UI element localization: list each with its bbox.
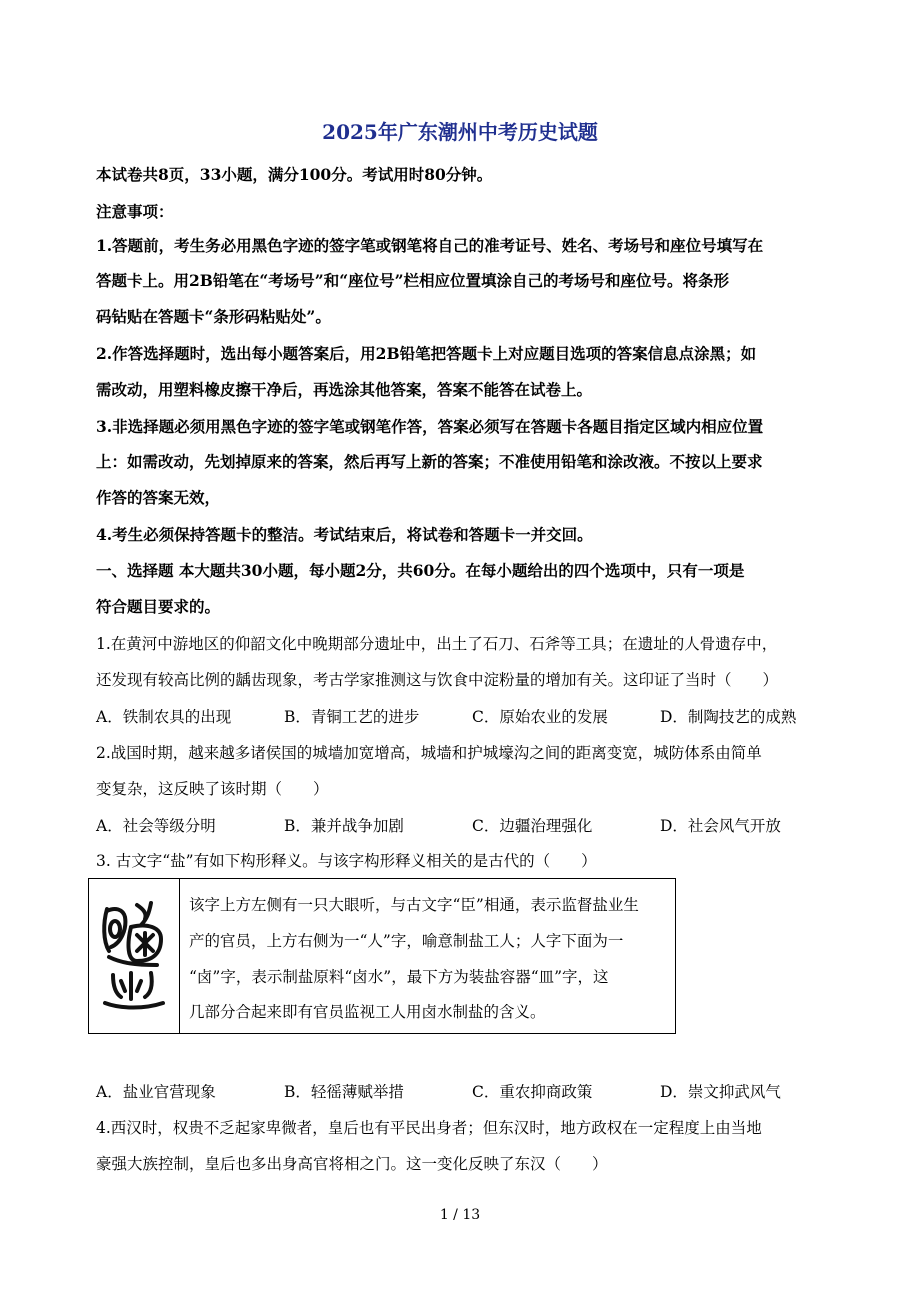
option-b: B．兼并战争加剧 xyxy=(284,817,404,835)
option-a: A．铁制农具的出现 xyxy=(96,708,232,726)
explanation-line: 产的官员，上方右侧为一“人”字，喻意制盐工人；人字下面为一 xyxy=(189,932,624,950)
intro-text: 本试卷共8页，33小题，满分100分。考试用时80分钟。 xyxy=(96,165,493,184)
notice-line: 1.答题前，考生务必用黑色字迹的签字笔或钢笔将自己的准考证号、姓名、考场号和座位号填写在 xyxy=(96,236,764,255)
ancient-salt-glyph-icon xyxy=(101,899,167,1015)
question-1-text: 1.在黄河中游地区的仰韶文化中晚期部分遗址中，出土了石刀、石斧等工具；在遗址的人骨遗存中， xyxy=(96,635,778,653)
explanation-line: 几部分合起来即有官员监视工人用卤水制盐的含义。 xyxy=(189,1003,546,1021)
question-1-text: 还发现有较高比例的龋齿现象，考古学家推测这与饮食中淀粉量的增加有关。这印证了当时（ ） xyxy=(96,671,779,689)
option-d: D．崇文抑武风气 xyxy=(660,1083,781,1101)
glyph-explanation-table xyxy=(88,878,676,1034)
explanation-line: 该字上方左侧有一只大眼听，与古文字“臣”相通，表示监督盐业生 xyxy=(189,896,639,914)
question-4-text: 4.西汉时，权贵不乏起家卑微者，皇后也有平民出身者；但东汉时，地方政权在一定程度上由当地 xyxy=(96,1119,762,1137)
page-title: 2025年广东潮州中考历史试题 xyxy=(322,120,598,144)
section-heading: 一、选择题 本大题共30小题，每小题2分，共60分。在每小题给出的四个选项中，只有一项是 xyxy=(96,561,745,580)
option-d: D．制陶技艺的成熟 xyxy=(660,708,797,726)
question-2-text: 2.战国时期，越来越多诸侯国的城墙加宽增高，城墙和护城壕沟之间的距离变宽，城防体系由简单 xyxy=(96,744,762,762)
option-b: B．轻徭薄赋举措 xyxy=(284,1083,404,1101)
question-4-text: 豪强大族控制，皇后也多出身高官将相之门。这一变化反映了东汉（ ） xyxy=(96,1155,608,1173)
option-c: C．边疆治理强化 xyxy=(472,817,593,835)
notice-line: 上：如需改动，先划掉原来的答案，然后再写上新的答案；不准使用铅笔和涂改液。不按以上要求 xyxy=(96,452,763,471)
question-2-text: 变复杂，这反映了该时期（ ） xyxy=(96,780,329,798)
option-d: D．社会风气开放 xyxy=(660,817,781,835)
option-a: A．社会等级分明 xyxy=(96,817,216,835)
option-a: A．盐业官营现象 xyxy=(96,1083,216,1101)
option-b: B．青铜工艺的进步 xyxy=(284,708,420,726)
option-c: C．原始农业的发展 xyxy=(472,708,608,726)
question-3-text: 3. 古文字“盐”有如下构形释义。与该字构形释义相关的是古代的（ ） xyxy=(96,852,597,870)
option-c: C．重农抑商政策 xyxy=(472,1083,593,1101)
notice-line: 需改动，用塑料橡皮擦干净后，再选涂其他答案，答案不能答在试卷上。 xyxy=(96,380,593,399)
explanation-line: “卤”字，表示制盐原料“卤水”，最下方为装盐容器“皿”字，这 xyxy=(189,968,609,986)
notice-line: 4.考生必须保持答题卡的整洁。考试结束后，将试卷和答题卡一并交回。 xyxy=(96,525,593,544)
notice-line: 3.非选择题必须用黑色字迹的签字笔或钢笔作答，答案必须写在答题卡各题目指定区域内相应位置 xyxy=(96,417,764,436)
page-number: 1 / 13 xyxy=(439,1207,481,1223)
notice-line: 码钻贴在答题卡“条形码粘贴处”。 xyxy=(96,307,331,326)
notice-line: 答题卡上。用2B铅笔在“考场号”和“座位号”栏相应位置填涂自己的考场号和座位号。将条形 xyxy=(96,271,730,290)
notice-heading: 注意事项： xyxy=(96,202,174,221)
section-heading: 符合题目要求的。 xyxy=(96,597,221,616)
notice-line: 作答的答案无效， xyxy=(96,488,221,507)
notice-line: 2.作答选择题时，选出每小题答案后，用2B铅笔把答题卡上对应题目选项的答案信息点涂黑；如 xyxy=(96,344,757,363)
glyph-cell xyxy=(89,879,180,1033)
